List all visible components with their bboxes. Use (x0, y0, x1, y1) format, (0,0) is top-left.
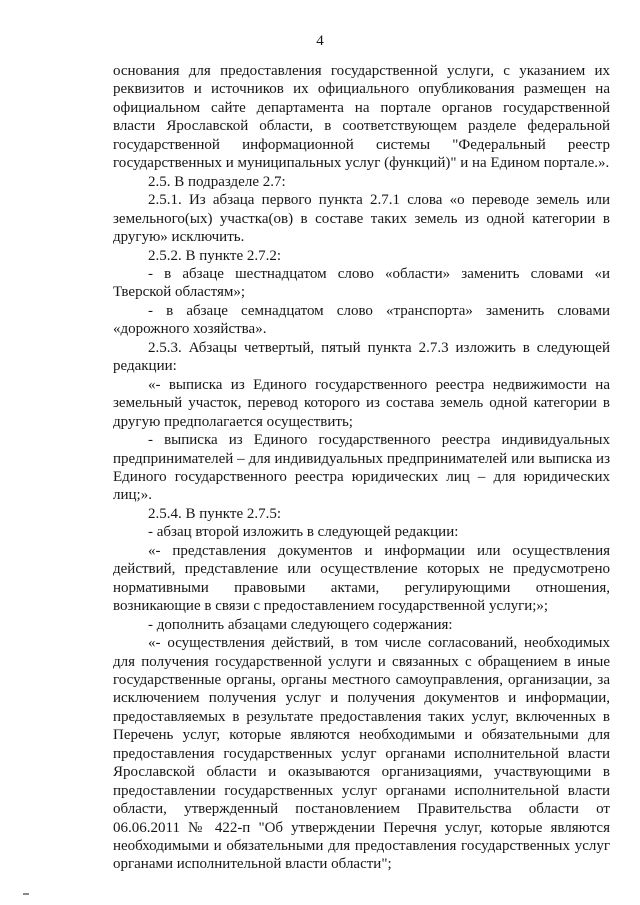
paragraph-2: 2.5. В подразделе 2.7: (148, 173, 286, 190)
scan-mark (23, 893, 29, 895)
paragraph-11: - абзац второй изложить в следующей редакции: (148, 524, 459, 541)
paragraph-4: 2.5.2. В пункте 2.7.2: (148, 247, 282, 264)
paragraph-3: 2.5.1. Из абзаца первого пункта 2.7.1 слова «о переводе земель или земельного(ых) участка(ов) в составе таких земель из одной категории в другую» исключить. (113, 192, 610, 246)
paragraph-12: «- представления документов и информации или осуществления действий, представление или осуществление которых не предусмотрено нормативными правовыми актами, регулирующими отношения, возникающие в связи с предоставлением государственной услуги;»; (113, 542, 610, 615)
paragraph-5: - в абзаце шестнадцатом слово «области» заменить словами «и Тверской областям»; (113, 265, 610, 301)
page-number: 4 (316, 33, 324, 49)
paragraph-6: - в абзаце семнадцатом слово «транспорта» заменить словами «дорожного хозяйства». (113, 302, 610, 338)
paragraph-9: - выписка из Единого государственного реестра индивидуальных предпринимателей – для индивидуальных предпринимателей или выписка из Единого государственного реестра юридических лиц – для юридических лиц;». (113, 432, 610, 504)
paragraph-7: 2.5.3. Абзацы четвертый, пятый пункта 2.7.3 изложить в следующей редакции: (113, 339, 610, 375)
paragraph-14: «- осуществления действий, в том числе согласований, необходимых для получения государственной услуги и связанных с обращением в иные государственные органы, органы местного самоуправления, организации, за исключением получения услуг и получения документов и информации, предоставляемых в результате предоставления таких услуг, включенных в Перечень услуг, которые являются необходимыми и обязательными для предоставления государственных услуг органами исполнительной власти Ярославской области и оказываются организациями, участвующими в предоставлении государственных услуг органами исполнительной власти области, утвержденный постановлением Правительства области от 06.06.2011 № 422-п "Об утверждении Перечня услуг, которые являются необходимыми и обязательными для предоставления государственных услуг органами исполнительной власти области"; (113, 635, 610, 873)
document-body (113, 62, 610, 874)
paragraph-8: «- выписка из Единого государственного реестра недвижимости на земельный участок, перевод которого из состава земель одной категории в другую предполагается осуществить; (113, 376, 610, 430)
paragraph-10: 2.5.4. В пункте 2.7.5: (148, 505, 282, 522)
paragraph-13: - дополнить абзацами следующего содержания: (148, 616, 453, 633)
paragraph-1: основания для предоставления государственной услуги, с указанием их реквизитов и источников их официального опубликования размещен на официальном сайте департамента на портале органов государственной власти Ярославской области, в соответствующем разделе федеральной государственной информационной системы "Федеральный реестр государственных и муниципальных услуг (функций)" и на Едином портале.». (113, 63, 610, 172)
